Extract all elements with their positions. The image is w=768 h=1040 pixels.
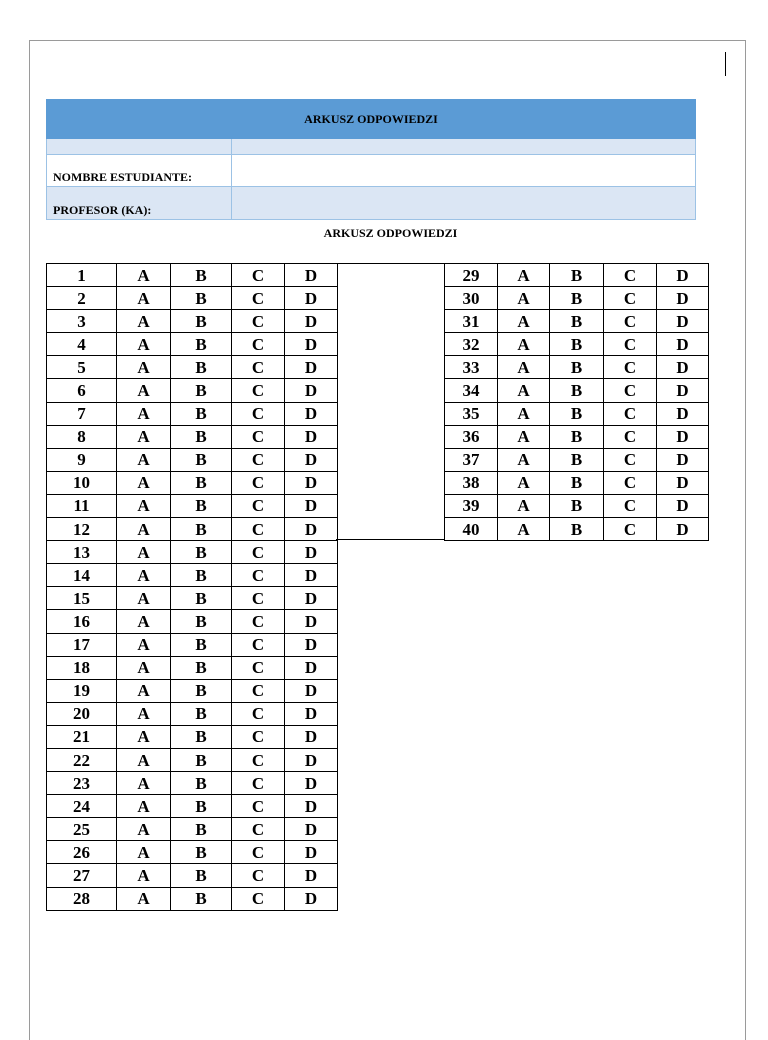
answer-option-d[interactable]: D: [285, 772, 338, 795]
question-row: [445, 287, 709, 310]
answer-option-a[interactable]: A: [117, 425, 171, 448]
answer-option-a[interactable]: A: [117, 656, 171, 679]
answer-option-c[interactable]: C: [232, 402, 285, 425]
question-row: [47, 725, 338, 748]
answer-option-d[interactable]: D: [657, 471, 709, 494]
question-number: 33: [445, 356, 498, 379]
answer-option-c[interactable]: C: [232, 425, 285, 448]
answer-option-d[interactable]: D: [285, 679, 338, 702]
answer-option-a[interactable]: A: [117, 772, 171, 795]
answer-option-a[interactable]: A: [498, 356, 550, 379]
answer-option-c[interactable]: C: [232, 633, 285, 656]
answer-option-d[interactable]: D: [657, 518, 709, 541]
answer-option-c[interactable]: C: [232, 333, 285, 356]
question-row: [47, 610, 338, 633]
answer-option-c[interactable]: C: [232, 702, 285, 725]
question-number: 22: [47, 748, 117, 771]
answer-option-b[interactable]: B: [171, 818, 232, 841]
answer-option-d[interactable]: D: [657, 264, 709, 287]
answer-option-c[interactable]: C: [604, 264, 657, 287]
question-row: [445, 448, 709, 471]
answer-option-d[interactable]: D: [285, 448, 338, 471]
answer-option-c[interactable]: C: [604, 494, 657, 517]
answer-option-d[interactable]: D: [285, 795, 338, 818]
answer-option-b[interactable]: B: [550, 379, 604, 402]
answer-option-d[interactable]: D: [285, 725, 338, 748]
answer-option-b[interactable]: B: [171, 402, 232, 425]
answer-option-c[interactable]: C: [232, 379, 285, 402]
question-row: [445, 494, 709, 517]
answer-option-a[interactable]: A: [117, 264, 171, 287]
answer-option-a[interactable]: A: [117, 702, 171, 725]
answer-option-d[interactable]: D: [285, 471, 338, 494]
question-number: 40: [445, 518, 498, 541]
question-row: [47, 772, 338, 795]
question-number: 37: [445, 448, 498, 471]
answer-option-d[interactable]: D: [285, 841, 338, 864]
answer-option-c[interactable]: C: [604, 402, 657, 425]
question-row: [47, 471, 338, 494]
answer-option-d[interactable]: D: [657, 448, 709, 471]
answer-table-left: [46, 263, 338, 911]
question-row: [47, 864, 338, 887]
answer-option-d[interactable]: D: [657, 425, 709, 448]
answer-option-b[interactable]: B: [171, 287, 232, 310]
answer-option-b[interactable]: B: [171, 725, 232, 748]
answer-option-d[interactable]: D: [285, 310, 338, 333]
answer-option-c[interactable]: C: [232, 656, 285, 679]
answer-option-b[interactable]: B: [171, 772, 232, 795]
question-row: [47, 448, 338, 471]
question-row: [445, 379, 709, 402]
answer-option-c[interactable]: C: [232, 887, 285, 910]
question-number: 10: [47, 471, 117, 494]
question-number: 17: [47, 633, 117, 656]
answer-option-b[interactable]: B: [171, 448, 232, 471]
answer-option-b[interactable]: B: [550, 425, 604, 448]
answer-option-d[interactable]: D: [285, 748, 338, 771]
question-row: [47, 541, 338, 564]
answer-option-a[interactable]: A: [117, 841, 171, 864]
answer-option-d[interactable]: D: [285, 425, 338, 448]
answer-option-b[interactable]: B: [171, 564, 232, 587]
answer-option-b[interactable]: B: [171, 610, 232, 633]
question-row: [47, 264, 338, 287]
question-number: 35: [445, 402, 498, 425]
answer-option-a[interactable]: A: [498, 333, 550, 356]
answer-option-c[interactable]: C: [232, 287, 285, 310]
answer-option-b[interactable]: B: [171, 587, 232, 610]
answer-option-a[interactable]: A: [117, 333, 171, 356]
answer-option-c[interactable]: C: [604, 310, 657, 333]
answer-option-a[interactable]: A: [117, 402, 171, 425]
answer-option-d[interactable]: D: [285, 356, 338, 379]
answer-option-c[interactable]: C: [232, 494, 285, 517]
answer-option-d[interactable]: D: [285, 494, 338, 517]
answer-option-a[interactable]: A: [498, 471, 550, 494]
answer-option-c[interactable]: C: [604, 333, 657, 356]
answer-option-c[interactable]: C: [604, 425, 657, 448]
answer-option-b[interactable]: B: [171, 518, 232, 541]
answer-option-d[interactable]: D: [285, 402, 338, 425]
answer-option-d[interactable]: D: [285, 818, 338, 841]
question-number: 20: [47, 702, 117, 725]
answer-option-b[interactable]: B: [171, 864, 232, 887]
answer-option-b[interactable]: B: [550, 471, 604, 494]
answer-option-c[interactable]: C: [604, 356, 657, 379]
answer-option-a[interactable]: A: [117, 587, 171, 610]
answer-option-a[interactable]: A: [498, 448, 550, 471]
answer-option-d[interactable]: D: [657, 379, 709, 402]
answer-option-a[interactable]: A: [117, 518, 171, 541]
answer-option-c[interactable]: C: [232, 541, 285, 564]
question-row: [47, 748, 338, 771]
answer-option-a[interactable]: A: [117, 310, 171, 333]
answer-option-c[interactable]: C: [232, 795, 285, 818]
answer-option-c[interactable]: C: [232, 518, 285, 541]
question-row: [47, 356, 338, 379]
answer-option-b[interactable]: B: [171, 310, 232, 333]
question-row: [47, 702, 338, 725]
header-title: ARKUSZ ODPOWIEDZI: [47, 100, 696, 139]
answer-option-d[interactable]: D: [285, 864, 338, 887]
answer-option-b[interactable]: B: [171, 494, 232, 517]
answer-option-a[interactable]: A: [117, 379, 171, 402]
answer-option-a[interactable]: A: [498, 494, 550, 517]
question-number: 24: [47, 795, 117, 818]
question-number: 18: [47, 656, 117, 679]
answer-option-d[interactable]: D: [657, 356, 709, 379]
question-number: 29: [445, 264, 498, 287]
answer-option-c[interactable]: C: [232, 564, 285, 587]
answer-option-a[interactable]: A: [117, 541, 171, 564]
question-number: 26: [47, 841, 117, 864]
question-number: 13: [47, 541, 117, 564]
answer-option-c[interactable]: C: [604, 379, 657, 402]
answer-option-d[interactable]: D: [285, 287, 338, 310]
question-number: 8: [47, 425, 117, 448]
student-name-label: NOMBRE ESTUDIANTE:: [47, 155, 232, 187]
answer-option-c[interactable]: C: [232, 748, 285, 771]
answer-option-a[interactable]: A: [117, 356, 171, 379]
answer-option-c[interactable]: C: [232, 864, 285, 887]
answer-option-b[interactable]: B: [550, 287, 604, 310]
answer-option-c[interactable]: C: [232, 587, 285, 610]
question-number: 6: [47, 379, 117, 402]
question-row: [47, 402, 338, 425]
question-number: 19: [47, 679, 117, 702]
question-number: 15: [47, 587, 117, 610]
answer-option-b[interactable]: B: [171, 379, 232, 402]
answer-option-a[interactable]: A: [117, 633, 171, 656]
question-number: 30: [445, 287, 498, 310]
question-row: [47, 287, 338, 310]
question-row: [47, 656, 338, 679]
answer-option-d[interactable]: D: [285, 264, 338, 287]
answer-option-a[interactable]: A: [498, 518, 550, 541]
question-row: [445, 471, 709, 494]
answer-option-a[interactable]: A: [498, 264, 550, 287]
question-number: 14: [47, 564, 117, 587]
question-row: [47, 333, 338, 356]
answer-option-d[interactable]: D: [285, 702, 338, 725]
answer-option-d[interactable]: D: [285, 610, 338, 633]
question-number: 32: [445, 333, 498, 356]
question-number: 4: [47, 333, 117, 356]
answer-option-a[interactable]: A: [117, 471, 171, 494]
question-row: [445, 425, 709, 448]
answer-option-b[interactable]: B: [550, 310, 604, 333]
answer-option-b[interactable]: B: [171, 795, 232, 818]
question-row: [47, 795, 338, 818]
question-number: 21: [47, 725, 117, 748]
answer-option-d[interactable]: D: [657, 310, 709, 333]
answer-option-d[interactable]: D: [657, 287, 709, 310]
answer-option-a[interactable]: A: [498, 379, 550, 402]
table-gap-border: [336, 263, 444, 540]
answer-option-b[interactable]: B: [171, 656, 232, 679]
answer-option-b[interactable]: B: [550, 518, 604, 541]
answer-option-c[interactable]: C: [232, 264, 285, 287]
answer-sheet-subtitle: ARKUSZ ODPOWIEDZI: [323, 226, 458, 240]
answer-option-a[interactable]: A: [117, 448, 171, 471]
answer-option-d[interactable]: D: [657, 333, 709, 356]
question-number: 39: [445, 494, 498, 517]
answer-option-c[interactable]: C: [604, 448, 657, 471]
answer-option-c[interactable]: C: [604, 287, 657, 310]
answer-option-b[interactable]: B: [171, 702, 232, 725]
answer-option-a[interactable]: A: [117, 748, 171, 771]
answer-option-b[interactable]: B: [171, 333, 232, 356]
answer-option-d[interactable]: D: [285, 564, 338, 587]
student-name-field[interactable]: [232, 155, 696, 187]
question-number: 16: [47, 610, 117, 633]
answer-option-c[interactable]: C: [232, 841, 285, 864]
answer-option-b[interactable]: B: [171, 633, 232, 656]
answer-option-a[interactable]: A: [117, 795, 171, 818]
answer-option-c[interactable]: C: [232, 772, 285, 795]
answer-option-b[interactable]: B: [550, 264, 604, 287]
teacher-label: PROFESOR (KA):: [47, 187, 232, 220]
answer-option-c[interactable]: C: [232, 471, 285, 494]
question-number: 12: [47, 518, 117, 541]
question-row: [47, 518, 338, 541]
question-number: 25: [47, 818, 117, 841]
answer-option-a[interactable]: A: [117, 725, 171, 748]
answer-option-c[interactable]: C: [232, 448, 285, 471]
answer-option-a[interactable]: A: [498, 402, 550, 425]
answer-option-b[interactable]: B: [171, 471, 232, 494]
question-number: 36: [445, 425, 498, 448]
text-cursor: [725, 52, 726, 76]
answer-option-a[interactable]: A: [117, 494, 171, 517]
question-number: 2: [47, 287, 117, 310]
answer-option-b[interactable]: B: [171, 541, 232, 564]
answer-option-d[interactable]: D: [285, 656, 338, 679]
header-empty-cell: [232, 139, 696, 155]
answer-option-c[interactable]: C: [232, 679, 285, 702]
answer-option-b[interactable]: B: [550, 402, 604, 425]
answer-option-b[interactable]: B: [171, 264, 232, 287]
question-row: [445, 402, 709, 425]
answer-option-c[interactable]: C: [232, 818, 285, 841]
answer-option-a[interactable]: A: [117, 610, 171, 633]
answer-option-d[interactable]: D: [285, 541, 338, 564]
answer-option-c[interactable]: C: [232, 310, 285, 333]
question-row: [47, 633, 338, 656]
answer-option-c[interactable]: C: [604, 518, 657, 541]
answer-option-a[interactable]: A: [498, 425, 550, 448]
question-number: 7: [47, 402, 117, 425]
answer-option-b[interactable]: B: [171, 748, 232, 771]
question-row: [445, 356, 709, 379]
answer-option-b[interactable]: B: [550, 356, 604, 379]
answer-option-d[interactable]: D: [657, 494, 709, 517]
question-number: 3: [47, 310, 117, 333]
answer-option-c[interactable]: C: [232, 725, 285, 748]
answer-option-b[interactable]: B: [550, 448, 604, 471]
answer-option-d[interactable]: D: [285, 887, 338, 910]
answer-option-a[interactable]: A: [117, 887, 171, 910]
answer-option-a[interactable]: A: [117, 864, 171, 887]
answer-option-b[interactable]: B: [550, 494, 604, 517]
answer-option-a[interactable]: A: [498, 310, 550, 333]
header-empty-cell: [47, 139, 232, 155]
question-row: [47, 564, 338, 587]
question-number: 34: [445, 379, 498, 402]
answer-table-right: [444, 263, 709, 541]
question-number: 38: [445, 471, 498, 494]
question-row: [47, 587, 338, 610]
answer-option-b[interactable]: B: [171, 841, 232, 864]
answer-option-c[interactable]: C: [604, 471, 657, 494]
question-row: [47, 425, 338, 448]
answer-option-a[interactable]: A: [117, 564, 171, 587]
question-number: 1: [47, 264, 117, 287]
question-number: 28: [47, 887, 117, 910]
question-row: [47, 818, 338, 841]
question-number: 5: [47, 356, 117, 379]
answer-option-d[interactable]: D: [285, 333, 338, 356]
answer-option-d[interactable]: D: [285, 379, 338, 402]
answer-option-b[interactable]: B: [171, 356, 232, 379]
question-number: 27: [47, 864, 117, 887]
answer-option-d[interactable]: D: [285, 587, 338, 610]
question-row: [47, 494, 338, 517]
answer-option-a[interactable]: A: [498, 287, 550, 310]
answer-option-b[interactable]: B: [171, 425, 232, 448]
answer-option-d[interactable]: D: [285, 633, 338, 656]
question-row: [47, 379, 338, 402]
header-table: [46, 99, 696, 220]
question-number: 31: [445, 310, 498, 333]
answer-option-d[interactable]: D: [657, 402, 709, 425]
answer-option-d[interactable]: D: [285, 518, 338, 541]
question-row: [47, 679, 338, 702]
question-row: [47, 310, 338, 333]
answer-option-a[interactable]: A: [117, 818, 171, 841]
question-row: [47, 887, 338, 910]
answer-option-c[interactable]: C: [232, 610, 285, 633]
question-row: [445, 310, 709, 333]
question-number: 23: [47, 772, 117, 795]
answer-option-c[interactable]: C: [232, 356, 285, 379]
answer-option-b[interactable]: B: [171, 887, 232, 910]
question-row: [445, 518, 709, 541]
question-number: 11: [47, 494, 117, 517]
answer-option-b[interactable]: B: [171, 679, 232, 702]
teacher-field[interactable]: [232, 187, 696, 220]
question-row: [445, 264, 709, 287]
answer-option-a[interactable]: A: [117, 679, 171, 702]
question-row: [47, 841, 338, 864]
question-number: 9: [47, 448, 117, 471]
question-row: [445, 333, 709, 356]
answer-option-b[interactable]: B: [550, 333, 604, 356]
answer-option-a[interactable]: A: [117, 287, 171, 310]
